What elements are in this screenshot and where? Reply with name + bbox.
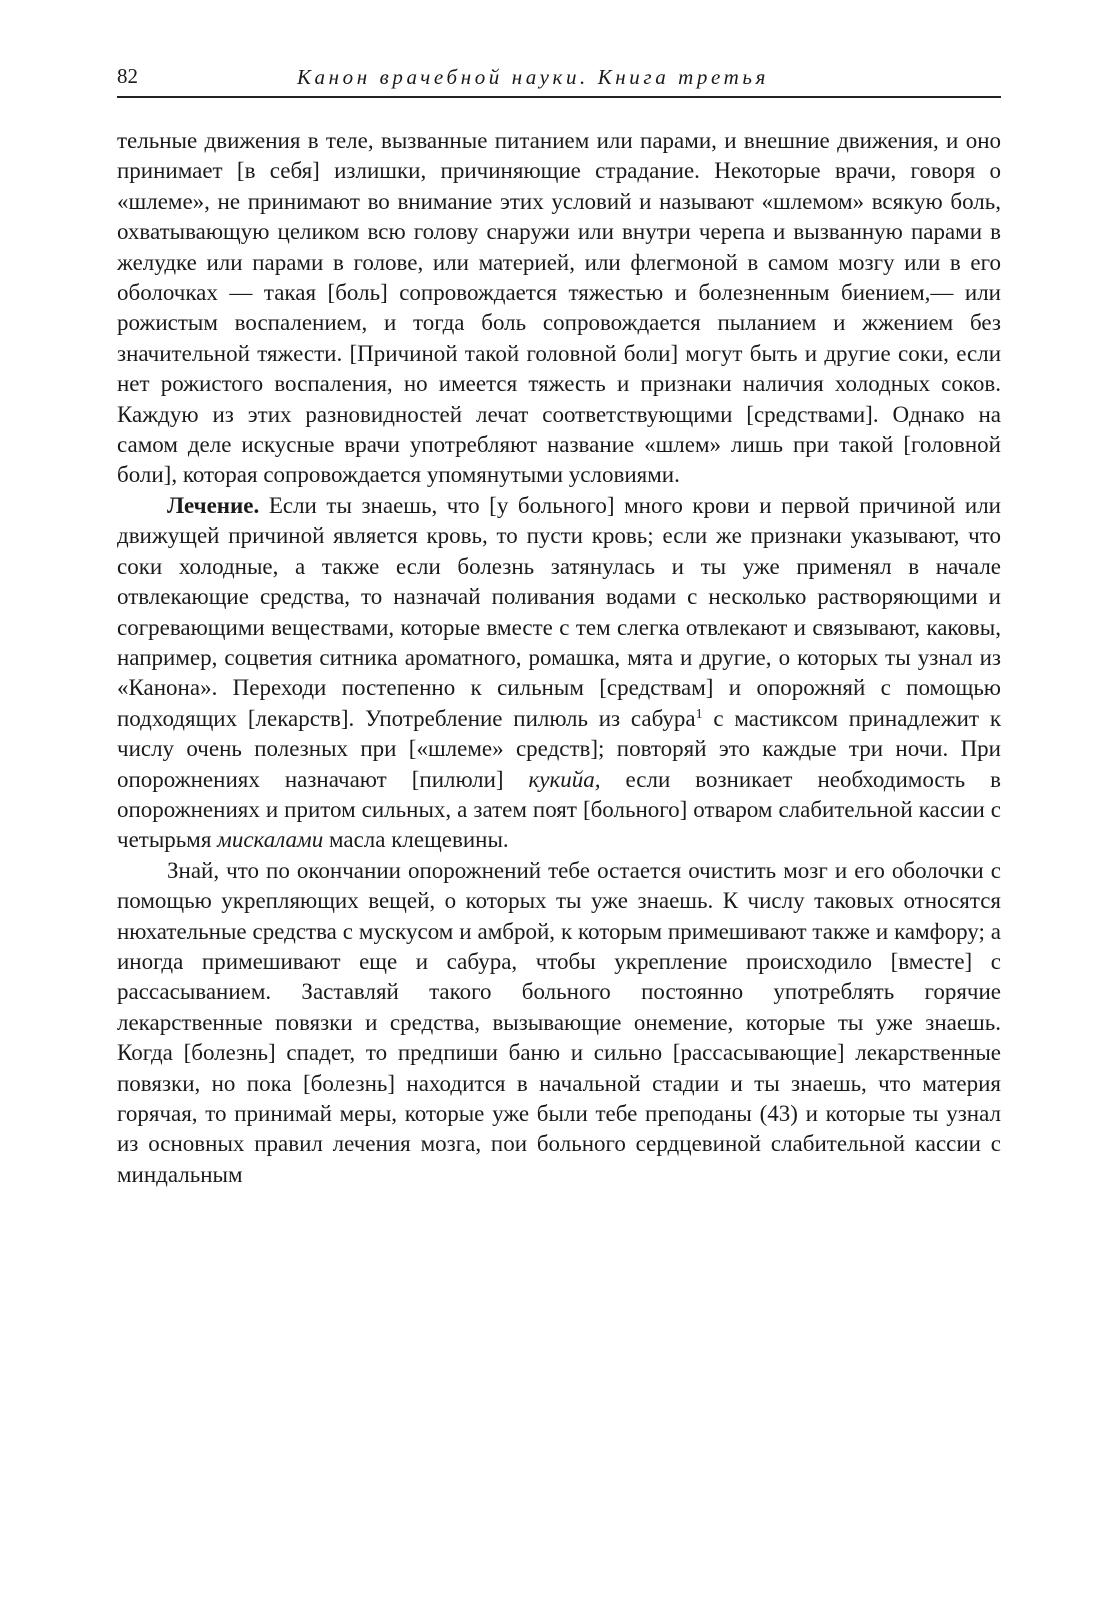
- page-header: [117, 62, 1001, 98]
- paragraph-2-text-c: если возникает необходимость в опорожнениях и притом сильных, а затем поят [больного] отваром слабительной кассии с четырьмя: [117, 766, 1001, 853]
- page-body: [117, 126, 1001, 1190]
- term-miskal: мискалами: [217, 827, 324, 853]
- footnote-marker: 1: [695, 706, 703, 722]
- paragraph-2-text-a: Если ты знаешь, что [у больного] много крови и первой причиной или движущей причиной является кровь, то пусти кровь; если же признаки указывают, что соки холодные, а также если болезнь затянулась и ты уже применял в начале отвлекающие средства, то назначай поливания водами с несколько растворяющими и согревающими веществами, которые вместе с тем слегка отвлекают и связывают, каковы, например, соцветия ситника ароматного, ромашка, мята и другие, о которых ты узнал из «Канона». Переходи постепенно к сильным [средствам] и опорожняй с помощью подходящих [лекарств]. Употребление пилюль из сабура: [117, 492, 1001, 731]
- running-title: Канон врачебной науки. Книга третья: [297, 65, 769, 89]
- paragraph-2-text-b: с мастиксом принадлежит к числу очень полезных при [«шлеме» средств]; повторяй это каждые три ночи. При опорожнениях назначают [пилюли]: [117, 705, 1001, 792]
- term-kukiya: кукийа,: [528, 766, 601, 792]
- paragraph-2: [117, 491, 1001, 856]
- paragraph-3: Знай, что по окончании опорожнений тебе остается очистить мозг и его оболочки с помощью укрепляющих вещей, о которых ты уже знаешь. К числу таковых относятся нюхательные средства с мускусом и амброй, к которым примешивают также и камфору; а иногда примешивают еще и сабура, чтобы укрепление происходило [вместе] с рассасыванием. Заставляй такого больного постоянно употреблять горячие лекарственные повязки и средства, вызывающие онемение, которые ты уже знаешь. Когда [болезнь] спадет, то предпиши баню и сильно [рассасывающие] лекарственные повязки, но пока [болезнь] находится в начальной стадии и ты знаешь, что материя горячая, то принимай меры, которые уже были тебе преподаны (43) и которые ты узнал из основных правил лечения мозга, пои больного сердцевиной слабительной кассии с миндальным: [117, 857, 1001, 1187]
- treatment-heading: Лечение.: [167, 492, 260, 518]
- paragraph-2-text-d: масла клещевины.: [323, 827, 509, 853]
- page-number: 82: [117, 64, 138, 88]
- paragraph-1: тельные движения в теле, вызванные питанием или парами, и внешние движения, и оно принимает [в себя] излишки, причиняющие страдание. Некоторые врачи, говоря о «шлеме», не принимают во внимание этих условий и называют «шлемом» всякую боль, охватывающую целиком всю голову снаружи или внутри черепа и вызванную парами в желудке или парами в голове, или материей, или флегмоной в самом мозгу или в его оболочках — такая [боль] сопровождается тяжестью и болезненным биением,— или рожистым воспалением, и тогда боль сопровождается пыланием и жжением без значительной тяжести. [Причиной такой головной боли] могут быть и другие соки, если нет рожистого воспаления, но имеется тяжесть и признаки наличия холодных соков. Каждую из этих разновидностей лечат соответствующими [средствами]. Однако на самом деле искусные врачи употребляют название «шлем» лишь при такой [головной боли], которая сопровождается упомянутыми условиями.: [117, 128, 1001, 488]
